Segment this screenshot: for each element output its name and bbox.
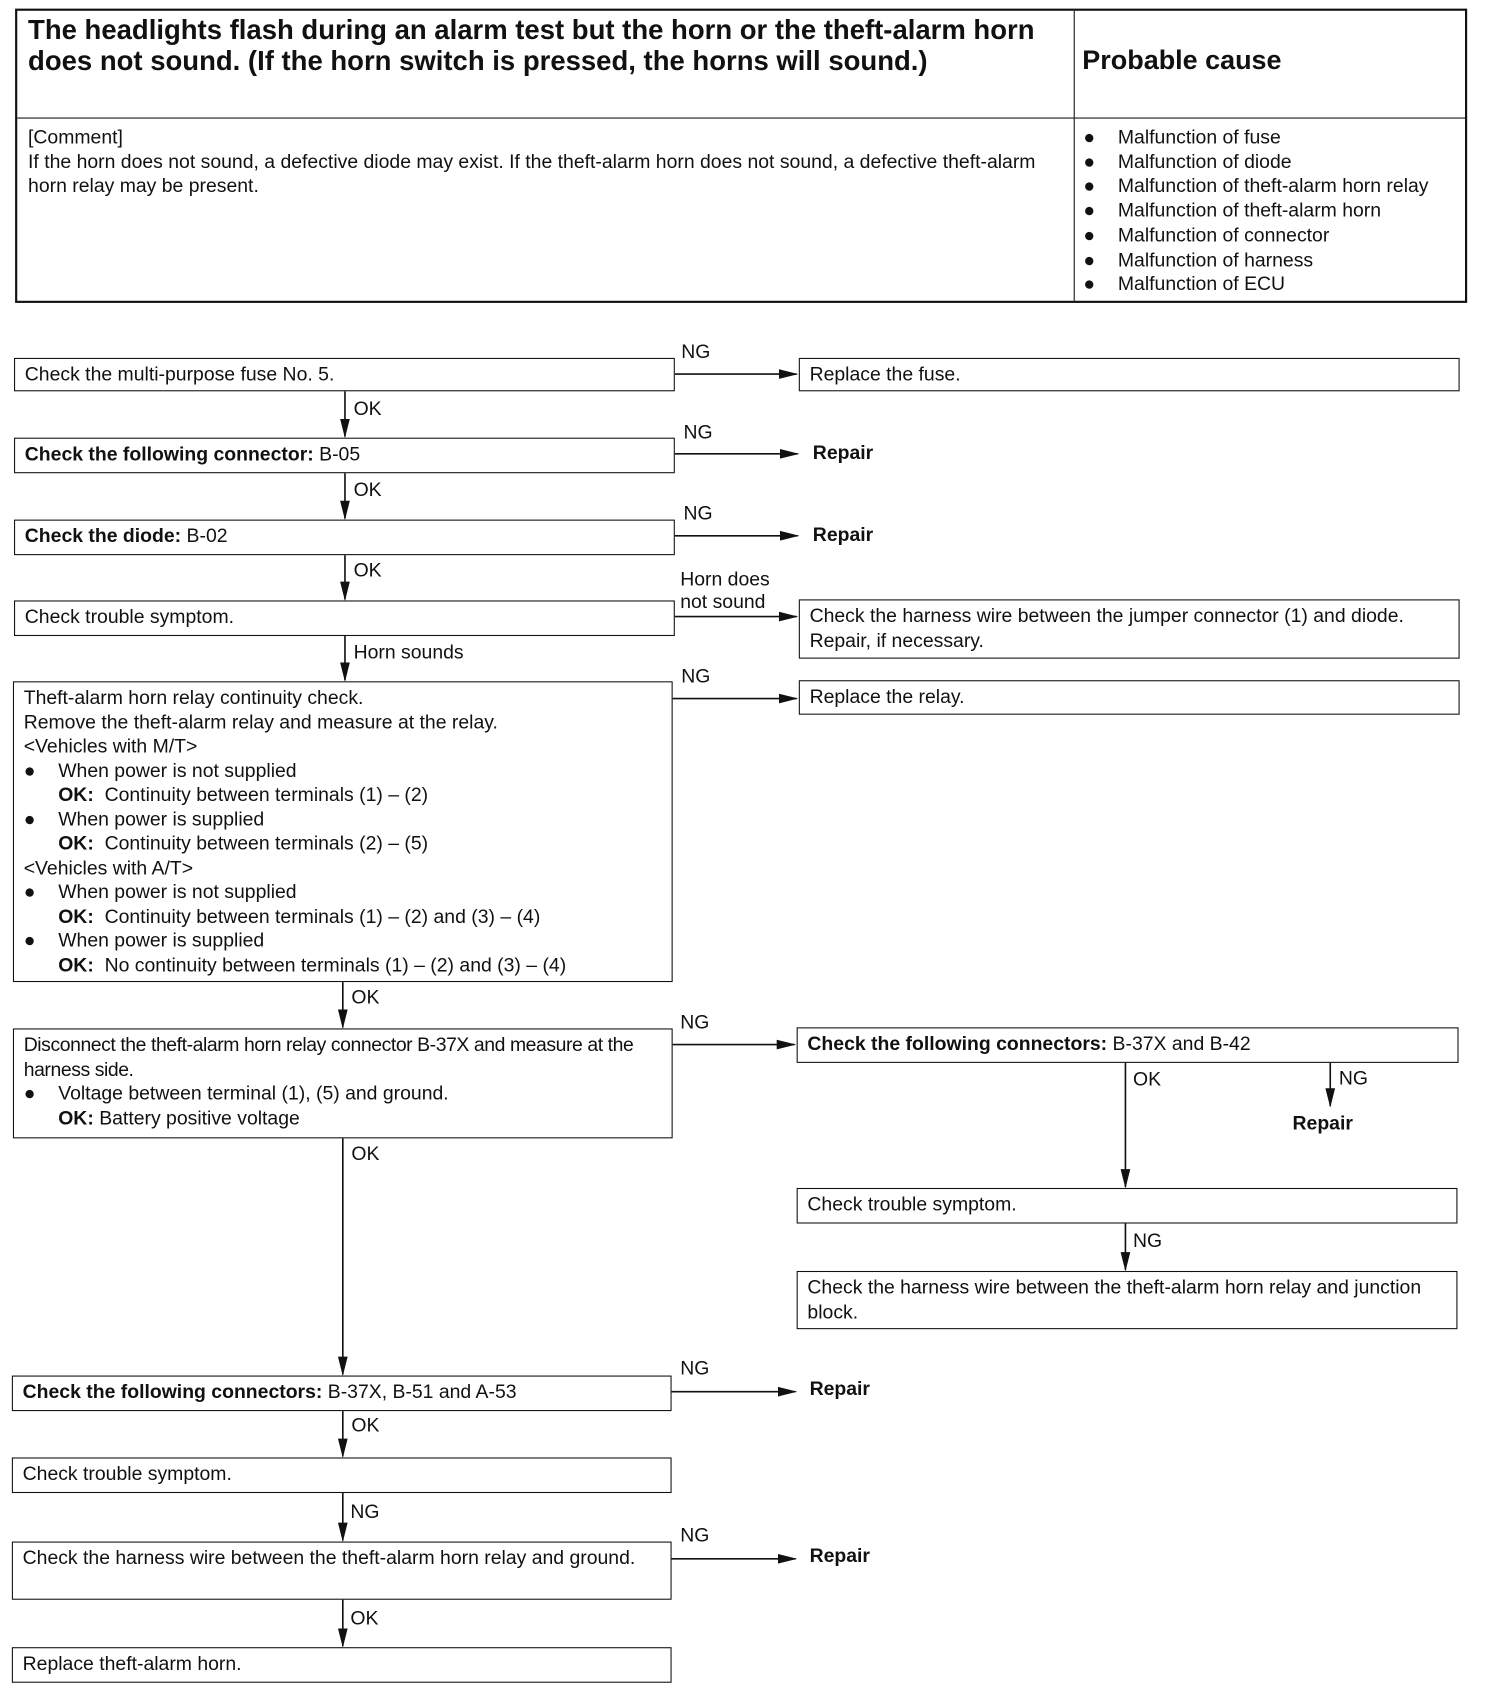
branch-label-horn-does-not-sound — [680, 568, 770, 613]
step-value: B-02 — [186, 524, 228, 547]
cause-text: Malfunction of ECU — [1117, 272, 1286, 295]
bullet-icon: ● — [23, 807, 36, 830]
ng-label: NG — [683, 502, 713, 524]
ok-text: Battery positive voltage — [99, 1106, 300, 1129]
step-check-connectors-b37x-b42 — [797, 1027, 1459, 1063]
bullet-icon: ● — [1083, 248, 1096, 271]
ok-label: OK — [350, 1607, 379, 1629]
step-check-diode — [14, 520, 675, 556]
bullet-item — [24, 758, 662, 782]
symptom-title: The headlights flash during an alarm test but the horn or the theft-alarm horn does not sound. (If the horn switch is pressed, the horns will sound.) — [17, 11, 1075, 119]
bullet-icon: ● — [1083, 150, 1096, 173]
step-check-fuse: Check the multi-purpose fuse No. 5. — [14, 358, 675, 391]
ng-label: NG — [681, 340, 711, 363]
bullet-item — [24, 928, 662, 952]
bullet-text: When power is supplied — [58, 807, 265, 830]
repair-label: Repair — [809, 1377, 870, 1400]
bullet-text: When power is not supplied — [58, 880, 297, 903]
action-replace-relay: Replace the relay. — [799, 680, 1460, 714]
ok-label: OK — [353, 559, 382, 582]
action-check-junction-harness: Check the harness wire between the theft-alarm horn relay and junction block. — [797, 1271, 1458, 1329]
ng-label: NG — [680, 1524, 710, 1546]
bullet-item — [24, 807, 662, 831]
bullet-icon: ● — [23, 880, 36, 903]
step-value: B-37X, B-51 and A-53 — [327, 1380, 517, 1403]
ok-criterion — [24, 952, 662, 976]
ok-tag: OK: — [58, 953, 94, 976]
repair-label: Repair — [812, 441, 874, 464]
branch-line: Horn does — [680, 568, 770, 590]
step-text: Disconnect the theft-alarm horn relay connector B-37X and measure at the harness side. — [23, 1033, 634, 1080]
ok-criterion — [24, 1105, 662, 1129]
bullet-text: Voltage between terminal (1), (5) and ground. — [58, 1082, 449, 1104]
bullet-text: When power is supplied — [58, 929, 265, 951]
step-check-connector-b05 — [14, 438, 675, 474]
cause-text: Malfunction of harness — [1117, 248, 1314, 271]
ng-label: NG — [680, 1357, 710, 1379]
bullet-icon: ● — [1083, 175, 1096, 197]
ng-label: NG — [350, 1500, 380, 1523]
probable-cause-heading: Probable cause — [1075, 11, 1465, 119]
step-check-trouble-symptom: Check trouble symptom. — [14, 600, 675, 636]
step-voltage-check-b37x — [13, 1028, 673, 1138]
ok-text: Continuity between terminals (2) – (5) — [104, 832, 429, 854]
ok-label: OK — [1132, 1068, 1162, 1090]
ok-criterion — [24, 831, 662, 855]
subheading-mt: <Vehicles with M/T> — [23, 735, 198, 757]
cause-text: Malfunction of diode — [1117, 150, 1292, 173]
step-check-trouble-symptom-final: Check trouble symptom. — [12, 1457, 672, 1493]
cause-text: Malfunction of theft-alarm horn — [1117, 199, 1382, 222]
comment-text: If the horn does not sound, a defective diode may exist. If the theft-alarm horn does not sound, a defective theft-alarm horn relay may be present. — [28, 150, 1036, 197]
step-label: Check the diode: — [24, 524, 182, 547]
repair-label: Repair — [1292, 1112, 1353, 1135]
ng-label: NG — [680, 1011, 710, 1033]
step-label: Check the following connectors: — [22, 1380, 323, 1403]
action-replace-fuse: Replace the fuse. — [799, 358, 1460, 391]
bullet-icon: ● — [1083, 126, 1096, 148]
ok-tag: OK: — [58, 783, 94, 806]
ng-label: NG — [683, 421, 713, 444]
step-check-connectors-b37x-b51-a53 — [12, 1376, 672, 1412]
ok-text: No continuity between terminals (1) – (2) and (3) – (4) — [104, 953, 567, 976]
cause-text: Malfunction of fuse — [1117, 126, 1281, 148]
step-value: B-05 — [319, 443, 361, 465]
step-text: Remove the theft-alarm relay and measure at the relay. — [23, 710, 498, 733]
step-check-ground-harness: Check the harness wire between the theft-alarm horn relay and ground. — [12, 1542, 672, 1600]
ok-label: OK — [351, 986, 380, 1008]
ok-label: OK — [351, 1414, 380, 1436]
ok-text: Continuity between terminals (1) – (2) — [104, 783, 429, 806]
repair-label: Repair — [812, 523, 874, 546]
step-label: Check the following connector: — [24, 443, 314, 465]
ok-label: OK — [353, 397, 382, 420]
ok-criterion — [24, 783, 662, 807]
step-value: B-37X and B-42 — [1112, 1032, 1251, 1055]
cause-text: Malfunction of theft-alarm horn relay — [1117, 175, 1429, 197]
ok-tag: OK: — [58, 904, 94, 927]
cause-text: Malfunction of connector — [1117, 224, 1330, 246]
repair-label: Repair — [809, 1544, 870, 1567]
comment-label: [Comment] — [28, 126, 123, 148]
bullet-icon: ● — [23, 759, 36, 782]
step-check-trouble-symptom-right: Check trouble symptom. — [797, 1188, 1458, 1224]
ok-label: OK — [351, 1142, 380, 1165]
ok-text: Continuity between terminals (1) – (2) and (3) – (4) — [104, 904, 541, 927]
ok-tag: OK: — [58, 1106, 94, 1129]
action-check-jumper-harness: Check the harness wire between the jumper connector (1) and diode. Repair, if necessary. — [799, 599, 1460, 658]
branch-line: not sound — [680, 590, 766, 613]
action-replace-horn: Replace theft-alarm horn. — [12, 1647, 672, 1683]
step-relay-continuity-check — [13, 681, 673, 982]
bullet-icon: ● — [1083, 199, 1096, 222]
horn-sounds-label: Horn sounds — [353, 641, 464, 663]
bullet-icon: ● — [23, 1082, 36, 1104]
bullet-item — [24, 1081, 662, 1105]
bullet-icon: ● — [1083, 224, 1096, 246]
step-text: Theft-alarm horn relay continuity check. — [23, 686, 364, 709]
ng-label: NG — [1132, 1229, 1163, 1252]
ok-tag: OK: — [58, 832, 94, 854]
ok-label: OK — [353, 478, 382, 501]
ng-label: NG — [681, 665, 711, 687]
bullet-icon: ● — [23, 929, 36, 951]
bullet-text: When power is not supplied — [58, 759, 297, 782]
subheading-at: <Vehicles with A/T> — [23, 856, 194, 879]
step-label: Check the following connectors: — [807, 1032, 1108, 1055]
ok-criterion — [24, 904, 662, 928]
bullet-item — [24, 880, 662, 904]
bullet-icon: ● — [1083, 272, 1096, 295]
ng-label: NG — [1338, 1067, 1368, 1089]
